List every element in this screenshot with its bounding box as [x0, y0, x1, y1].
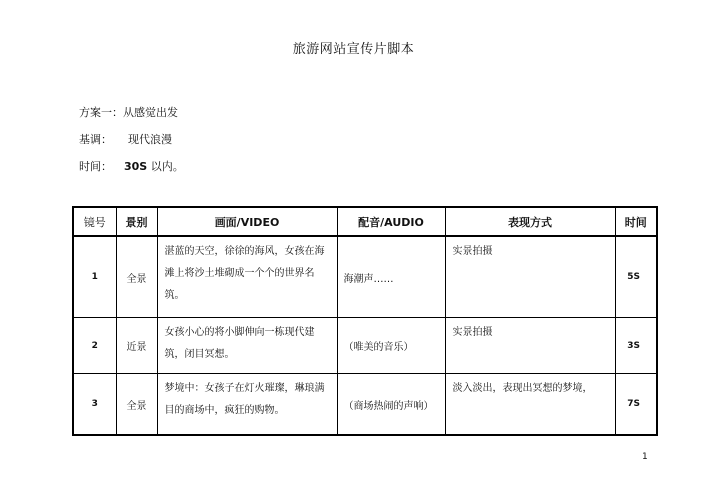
cell-time: 3S: [615, 318, 657, 374]
tone-value: 现代浪漫: [128, 133, 172, 146]
header-time: 时间: [615, 207, 657, 236]
script-table: [72, 206, 658, 436]
header-method: 表现方式: [445, 207, 615, 236]
header-shot-size: 景别: [116, 207, 157, 236]
cell-shot-size: 全景: [116, 374, 157, 436]
page-number: 1: [642, 452, 648, 462]
duration-label: 时间：: [79, 160, 112, 173]
tone-line: [79, 131, 172, 147]
duration-value: [124, 158, 184, 174]
table-row: [73, 318, 657, 374]
cell-method: 实景拍摄: [445, 318, 615, 374]
duration-suffix: 以内。: [150, 160, 184, 173]
header-audio: 配音/AUDIO: [337, 207, 445, 236]
header-shot-number: 镜号: [73, 207, 116, 236]
cell-video: 梦境中：女孩子在灯火璀璨，琳琅满目的商场中，疯狂的购物。: [157, 374, 337, 436]
cell-time: 7S: [615, 374, 657, 436]
cell-shot-number: 3: [73, 374, 116, 436]
cell-shot-size: 近景: [116, 318, 157, 374]
cell-audio: （唯美的音乐）: [337, 318, 445, 374]
cell-method: 实景拍摄: [445, 236, 615, 318]
cell-video: 女孩小心的将小脚伸向一栋现代建筑，闭目冥想。: [157, 318, 337, 374]
cell-method: 淡入淡出，表现出冥想的梦境，: [445, 374, 615, 436]
tone-label: 基调：: [79, 133, 112, 146]
cell-shot-size: 全景: [116, 236, 157, 318]
table-header-row: [73, 207, 657, 236]
cell-shot-number: 2: [73, 318, 116, 374]
cell-audio: 海潮声……: [337, 236, 445, 318]
duration-line: [79, 158, 184, 174]
cell-time: 5S: [615, 236, 657, 318]
table-row: [73, 374, 657, 436]
plan-line: [79, 104, 178, 120]
header-video: 画面/VIDEO: [157, 207, 337, 236]
cell-video: 湛蓝的天空，徐徐的海风，女孩在海滩上将沙土堆砌成一个个的世界名筑。: [157, 236, 337, 318]
table-row: [73, 236, 657, 318]
document-title: 旅游网站宣传片脚本: [292, 42, 415, 57]
plan-text: 方案一：从感觉出发: [79, 106, 178, 119]
cell-shot-number: 1: [73, 236, 116, 318]
cell-audio: （商场热闹的声响）: [337, 374, 445, 436]
duration-number: 30S: [124, 160, 148, 173]
